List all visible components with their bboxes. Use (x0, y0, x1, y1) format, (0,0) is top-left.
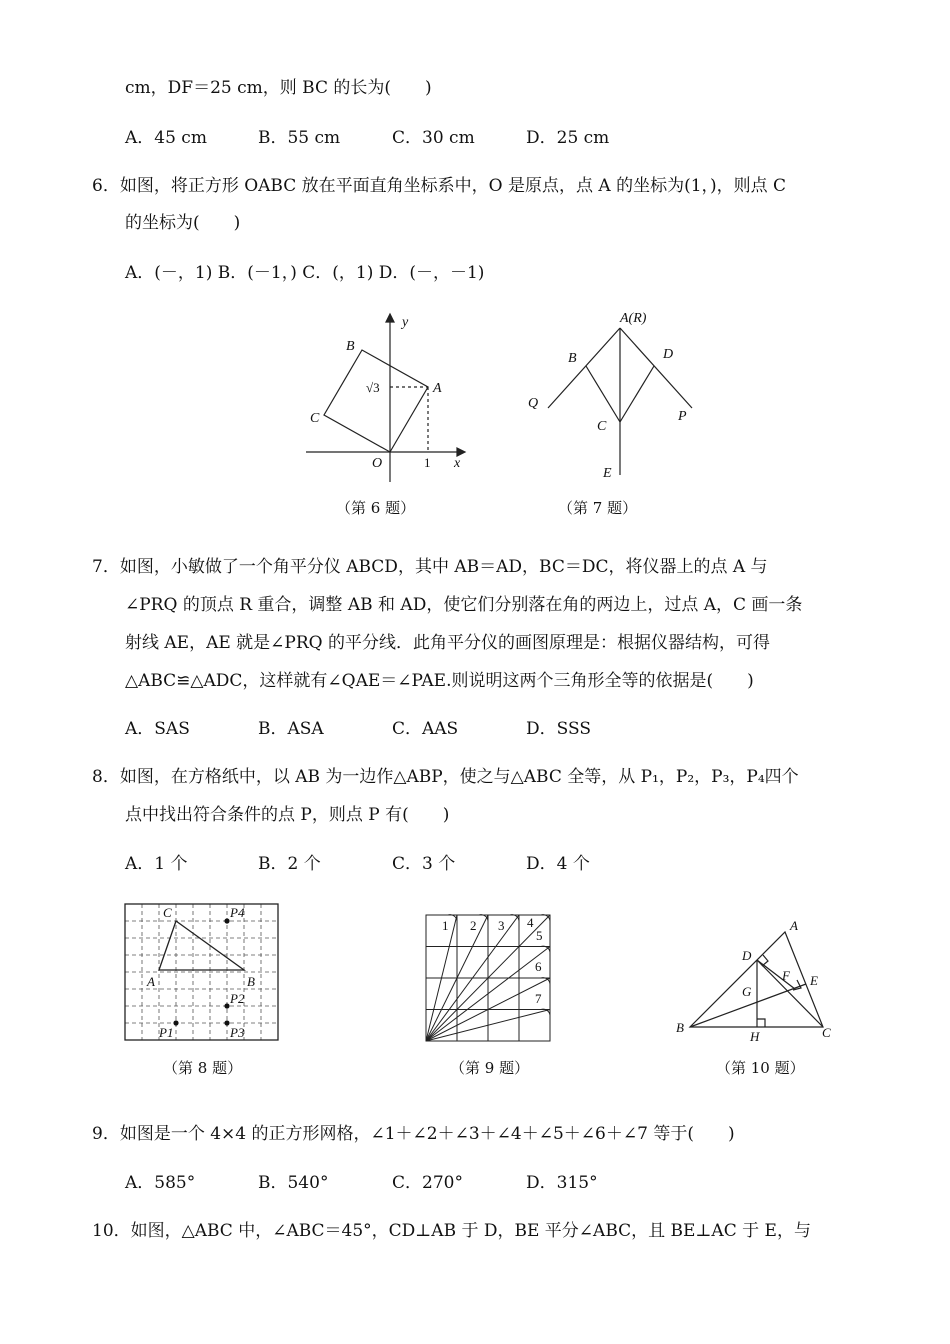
fig10-right-angle-h (757, 1019, 765, 1027)
fig6-label-b: B (346, 339, 355, 354)
q7-line-4: △ABC≌△ADC，这样就有∠QAE＝∠PAE.则说明这两个三角形全等的依据是( ) (125, 671, 754, 691)
q7-line-2: ∠PRQ 的顶点 R 重合，调整 AB 和 AD，使它们分别落在角的两边上，过点 A，C 画一条 (125, 595, 803, 615)
fig8-label-p1: P1 (159, 1025, 174, 1040)
fig10-label-d: D (742, 948, 752, 963)
fig10-label-e: E (810, 973, 818, 988)
q6-line-1: 6．如图，将正方形 OABC 放在平面直角坐标系中，O 是原点，点 A 的坐标为(1，)，则点 C (92, 176, 787, 196)
fig10-label-f: F (782, 968, 790, 983)
q10-line-1: 10．如图，△ABC 中，∠ABC＝45°，CD⊥AB 于 D，BE 平分∠ABC，且 BE⊥AC 于 E，与 (92, 1221, 811, 1241)
fig6-caption: （第 6 题） (336, 499, 416, 517)
fig10-label-h: H (750, 1029, 760, 1044)
fig9-label-4: 4 (527, 915, 534, 930)
q7-option-c: C．AAS (392, 719, 459, 739)
fig7-label-p: P (678, 409, 687, 424)
fig6-label-a: A (433, 381, 442, 396)
fig10-label-g: G (742, 984, 752, 999)
fig9-label-1: 1 (442, 918, 449, 933)
q6-options: A．(－，1) B．(－1，) C．(，1) D．(－，－1) (125, 263, 485, 283)
q7-option-a: A．SAS (125, 719, 190, 739)
q9-option-b: B．540° (258, 1173, 329, 1193)
fig8-label-p4: P4 (230, 905, 245, 920)
fig8-label-c: C (163, 905, 172, 920)
fig9-label-6: 6 (535, 959, 542, 974)
fig6-label-c: C (310, 411, 320, 426)
q8-option-a: A．1 个 (125, 854, 188, 874)
fig6-label-x: x (454, 456, 461, 471)
q5-option-d: D．25 cm (526, 128, 610, 148)
q8-option-b: B．2 个 (258, 854, 321, 874)
q8-option-c: C．3 个 (392, 854, 456, 874)
q7-line-3: 射线 AE，AE 就是∠PRQ 的平分线．此角平分仪的画图原理是：根据仪器结构，可得 (125, 633, 771, 653)
fig8-label-p2: P2 (230, 991, 245, 1006)
q8-line-2: 点中找出符合条件的点 P，则点 P 有( ) (125, 805, 450, 825)
q5-option-c: C．30 cm (392, 128, 475, 148)
fig10-label-b: B (676, 1020, 684, 1035)
q9-option-c: C．270° (392, 1173, 463, 1193)
q5-continuation: cm，DF＝25 cm，则 BC 的长为( ) (125, 78, 432, 98)
fig6-label-y: y (402, 315, 409, 330)
q5-option-a: A．45 cm (125, 128, 207, 148)
fig10-label-c: C (822, 1025, 831, 1040)
fig10-label-a: A (790, 918, 798, 933)
fig7-label-a: A(R) (620, 311, 647, 326)
fig6-label-o: O (372, 456, 383, 471)
q8-option-d: D．4 个 (526, 854, 590, 874)
fig9-label-2: 2 (470, 918, 477, 933)
q9-option-d: D．315° (526, 1173, 598, 1193)
fig7-label-e: E (603, 466, 612, 481)
q7-line-1: 7．如图，小敏做了一个角平分仪 ABCD，其中 AB＝AD，BC＝DC，将仪器上的点 A 与 (92, 557, 768, 577)
fig6-label-one: 1 (424, 455, 431, 470)
fig7-label-c: C (597, 419, 607, 434)
fig8-label-b: B (247, 974, 255, 989)
fig9-caption: （第 9 题） (450, 1059, 530, 1077)
fig7-caption: （第 7 题） (558, 499, 638, 517)
q8-line-1: 8．如图，在方格纸中，以 AB 为一边作△ABP，使之与△ABC 全等，从 P₁，P₂，P₃，P₄四个 (92, 767, 799, 787)
q7-option-d: D．SSS (526, 719, 591, 739)
fig9-label-5: 5 (536, 928, 543, 943)
q9-line-1: 9．如图是一个 4×4 的正方形网格，∠1＋∠2＋∠3＋∠4＋∠5＋∠6＋∠7 等于( ) (92, 1124, 735, 1144)
fig6-label-sqrt3: √3 (366, 380, 380, 395)
q5-option-b: B．55 cm (258, 128, 341, 148)
fig10-segment-cd (757, 960, 823, 1027)
fig7-label-q: Q (528, 396, 539, 411)
q9-option-a: A．585° (125, 1173, 196, 1193)
fig8-caption: （第 8 题） (163, 1059, 243, 1077)
fig7-label-d: D (663, 347, 674, 362)
fig9-label-7: 7 (535, 991, 542, 1006)
fig7-label-b: B (568, 351, 577, 366)
fig8-label-a: A (147, 974, 155, 989)
fig9-label-3: 3 (498, 918, 505, 933)
fig10-caption: （第 10 题） (716, 1059, 805, 1077)
fig8-label-p3: P3 (230, 1025, 245, 1040)
q6-line-2: 的坐标为( ) (125, 213, 241, 233)
q7-option-b: B．ASA (258, 719, 324, 739)
